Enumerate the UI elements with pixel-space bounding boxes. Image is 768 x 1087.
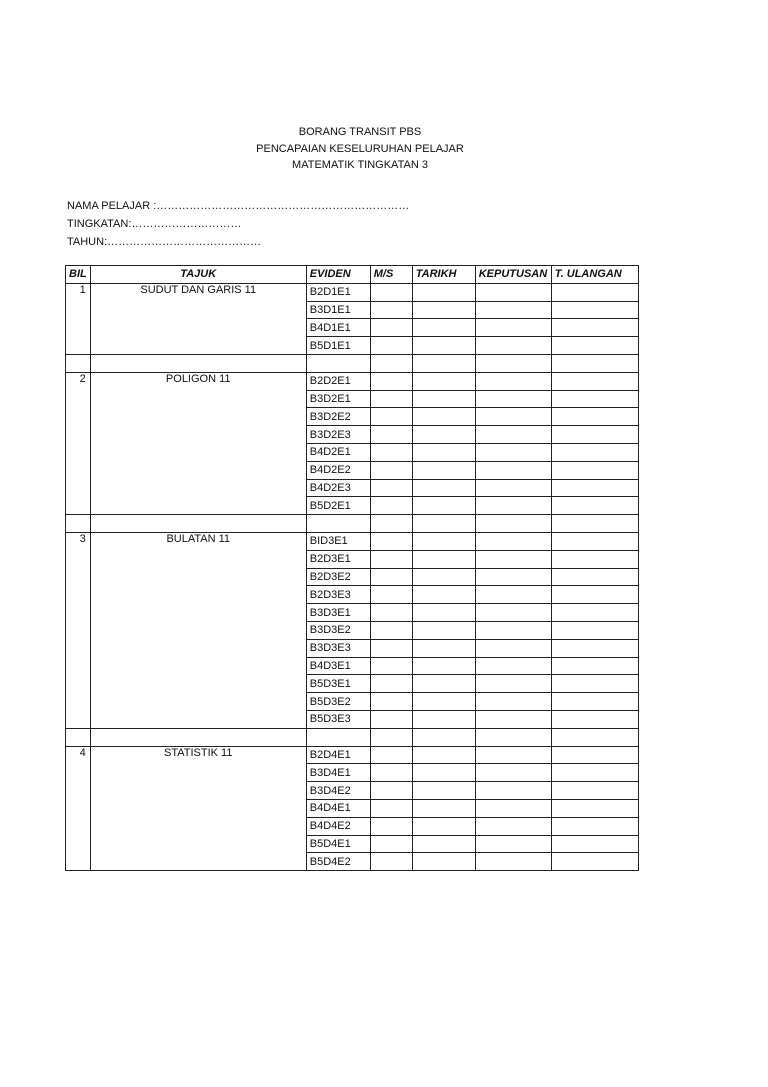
eviden-cell: B3D3E2: [306, 621, 370, 639]
t-ulangan-cell[interactable]: [551, 693, 638, 711]
tarikh-cell[interactable]: [412, 426, 475, 444]
tarikh-cell[interactable]: [412, 301, 475, 319]
keputusan-cell[interactable]: [475, 390, 551, 408]
eviden-cell: B2D3E2: [306, 568, 370, 586]
eviden-cell: B5D2E1: [306, 497, 370, 515]
ms-cell[interactable]: [370, 799, 412, 817]
ms-cell[interactable]: [370, 550, 412, 568]
ms-cell[interactable]: [370, 621, 412, 639]
keputusan-cell[interactable]: [475, 586, 551, 604]
keputusan-cell[interactable]: [475, 497, 551, 515]
keputusan-cell[interactable]: [475, 817, 551, 835]
eviden-cell: B3D2E1: [306, 390, 370, 408]
t-ulangan-cell[interactable]: [551, 301, 638, 319]
t-ulangan-cell[interactable]: [551, 319, 638, 337]
empty-cell: [370, 515, 412, 533]
eviden-cell: B3D3E3: [306, 639, 370, 657]
tarikh-cell[interactable]: [412, 604, 475, 622]
keputusan-cell[interactable]: [475, 604, 551, 622]
keputusan-cell[interactable]: [475, 301, 551, 319]
eviden-cell: B5D4E1: [306, 835, 370, 853]
t-ulangan-cell[interactable]: [551, 782, 638, 800]
t-ulangan-cell[interactable]: [551, 479, 638, 497]
column-header: T. ULANGAN: [551, 266, 638, 284]
eviden-cell: B5D3E2: [306, 693, 370, 711]
tajuk-cell: POLIGON 11: [90, 372, 306, 514]
tarikh-cell[interactable]: [412, 372, 475, 390]
keputusan-cell[interactable]: [475, 283, 551, 301]
separator-row: [66, 728, 639, 746]
t-ulangan-cell[interactable]: [551, 835, 638, 853]
ms-cell[interactable]: [370, 657, 412, 675]
evidence-table: [65, 265, 639, 871]
table-row: [66, 283, 639, 301]
keputusan-cell[interactable]: [475, 693, 551, 711]
tajuk-cell: BULATAN 11: [90, 532, 306, 728]
eviden-cell: B4D4E1: [306, 799, 370, 817]
empty-cell: [475, 354, 551, 372]
student-info: [67, 197, 409, 251]
empty-cell: [66, 728, 91, 746]
tarikh-cell[interactable]: [412, 639, 475, 657]
eviden-cell: B4D3E1: [306, 657, 370, 675]
ms-cell[interactable]: [370, 782, 412, 800]
keputusan-cell[interactable]: [475, 426, 551, 444]
empty-cell: [412, 354, 475, 372]
ms-cell[interactable]: [370, 283, 412, 301]
empty-cell: [66, 515, 91, 533]
eviden-cell: B3D4E2: [306, 782, 370, 800]
t-ulangan-cell[interactable]: [551, 461, 638, 479]
empty-cell: [551, 354, 638, 372]
keputusan-cell[interactable]: [475, 479, 551, 497]
keputusan-cell[interactable]: [475, 319, 551, 337]
t-ulangan-cell[interactable]: [551, 675, 638, 693]
ms-cell[interactable]: [370, 426, 412, 444]
ms-cell[interactable]: [370, 764, 412, 782]
table-row: [66, 532, 639, 550]
column-header: EVIDEN: [306, 266, 370, 284]
empty-cell: [306, 515, 370, 533]
tarikh-cell[interactable]: [412, 853, 475, 871]
column-header: TARIKH: [412, 266, 475, 284]
tarikh-cell[interactable]: [412, 550, 475, 568]
eviden-cell: BID3E1: [306, 532, 370, 550]
tarikh-cell[interactable]: [412, 568, 475, 586]
empty-cell: [306, 728, 370, 746]
keputusan-cell[interactable]: [475, 853, 551, 871]
tarikh-cell[interactable]: [412, 799, 475, 817]
t-ulangan-cell[interactable]: [551, 817, 638, 835]
tarikh-cell[interactable]: [412, 497, 475, 515]
tarikh-cell[interactable]: [412, 479, 475, 497]
form-subject: MATEMATIK TINGKATAN 3: [292, 159, 428, 171]
tarikh-cell[interactable]: [412, 675, 475, 693]
tarikh-cell[interactable]: [412, 693, 475, 711]
eviden-cell: B3D4E1: [306, 764, 370, 782]
ms-cell[interactable]: [370, 443, 412, 461]
t-ulangan-cell[interactable]: [551, 853, 638, 871]
t-ulangan-cell[interactable]: [551, 586, 638, 604]
tarikh-cell[interactable]: [412, 817, 475, 835]
tarikh-cell[interactable]: [412, 532, 475, 550]
eviden-cell: B2D3E3: [306, 586, 370, 604]
ms-cell[interactable]: [370, 639, 412, 657]
ms-cell[interactable]: [370, 390, 412, 408]
eviden-cell: B4D4E2: [306, 817, 370, 835]
eviden-cell: B5D1E1: [306, 337, 370, 355]
form-title: BORANG TRANSIT PBS: [298, 126, 422, 138]
eviden-cell: B5D3E3: [306, 710, 370, 728]
tarikh-cell[interactable]: [412, 746, 475, 764]
keputusan-cell[interactable]: [475, 657, 551, 675]
eviden-cell: B3D1E1: [306, 301, 370, 319]
t-ulangan-cell[interactable]: [551, 657, 638, 675]
ms-cell[interactable]: [370, 693, 412, 711]
empty-cell: [412, 728, 475, 746]
keputusan-cell[interactable]: [475, 550, 551, 568]
eviden-cell: B2D3E1: [306, 550, 370, 568]
ms-cell[interactable]: [370, 710, 412, 728]
keputusan-cell[interactable]: [475, 337, 551, 355]
tajuk-cell: STATISTIK 11: [90, 746, 306, 871]
empty-cell: [306, 354, 370, 372]
tarikh-cell[interactable]: [412, 764, 475, 782]
column-header: TAJUK: [90, 266, 306, 284]
tarikh-cell[interactable]: [412, 835, 475, 853]
keputusan-cell[interactable]: [475, 782, 551, 800]
empty-cell: [551, 728, 638, 746]
keputusan-cell[interactable]: [475, 835, 551, 853]
keputusan-cell[interactable]: [475, 639, 551, 657]
eviden-cell: B3D2E2: [306, 408, 370, 426]
ms-cell[interactable]: [370, 479, 412, 497]
tarikh-cell[interactable]: [412, 319, 475, 337]
table-row: [66, 746, 639, 764]
keputusan-cell[interactable]: [475, 710, 551, 728]
ms-cell[interactable]: [370, 461, 412, 479]
t-ulangan-cell[interactable]: [551, 443, 638, 461]
tarikh-cell[interactable]: [412, 621, 475, 639]
ms-cell[interactable]: [370, 372, 412, 390]
column-header: M/S: [370, 266, 412, 284]
empty-cell: [66, 354, 91, 372]
eviden-cell: B4D2E3: [306, 479, 370, 497]
keputusan-cell[interactable]: [475, 443, 551, 461]
ms-cell[interactable]: [370, 319, 412, 337]
form-subtitle: PENCAPAIAN KESELURUHAN PELAJAR: [256, 142, 464, 155]
keputusan-cell[interactable]: [475, 568, 551, 586]
t-ulangan-cell[interactable]: [551, 710, 638, 728]
form-level-field[interactable]: TINGKATAN:…………………………: [67, 218, 242, 230]
keputusan-cell[interactable]: [475, 764, 551, 782]
ms-cell[interactable]: [370, 746, 412, 764]
empty-cell: [90, 354, 306, 372]
tarikh-cell[interactable]: [412, 710, 475, 728]
empty-cell: [475, 515, 551, 533]
empty-cell: [90, 728, 306, 746]
keputusan-cell[interactable]: [475, 675, 551, 693]
ms-cell[interactable]: [370, 604, 412, 622]
keputusan-cell[interactable]: [475, 746, 551, 764]
keputusan-cell[interactable]: [475, 799, 551, 817]
t-ulangan-cell[interactable]: [551, 621, 638, 639]
tarikh-cell[interactable]: [412, 408, 475, 426]
separator-row: [66, 354, 639, 372]
keputusan-cell[interactable]: [475, 461, 551, 479]
tarikh-cell[interactable]: [412, 443, 475, 461]
ms-cell[interactable]: [370, 675, 412, 693]
eviden-cell: B5D3E1: [306, 675, 370, 693]
t-ulangan-cell[interactable]: [551, 390, 638, 408]
keputusan-cell[interactable]: [475, 372, 551, 390]
table-row: [66, 372, 639, 390]
t-ulangan-cell[interactable]: [551, 426, 638, 444]
empty-cell: [90, 515, 306, 533]
ms-cell[interactable]: [370, 835, 412, 853]
ms-cell[interactable]: [370, 301, 412, 319]
empty-cell: [412, 515, 475, 533]
t-ulangan-cell[interactable]: [551, 746, 638, 764]
keputusan-cell[interactable]: [475, 532, 551, 550]
tajuk-cell: SUDUT DAN GARIS 11: [90, 283, 306, 354]
tarikh-cell[interactable]: [412, 390, 475, 408]
ms-cell[interactable]: [370, 337, 412, 355]
t-ulangan-cell[interactable]: [551, 337, 638, 355]
eviden-cell: B3D3E1: [306, 604, 370, 622]
ms-cell[interactable]: [370, 853, 412, 871]
bil-cell: 3: [66, 532, 91, 728]
column-header: BIL: [66, 266, 91, 284]
table-header-row: [66, 266, 639, 284]
ms-cell[interactable]: [370, 532, 412, 550]
eviden-cell: B5D4E2: [306, 853, 370, 871]
separator-row: [66, 515, 639, 533]
bil-cell: 4: [66, 746, 91, 871]
t-ulangan-cell[interactable]: [551, 532, 638, 550]
t-ulangan-cell[interactable]: [551, 497, 638, 515]
eviden-cell: B2D2E1: [306, 372, 370, 390]
keputusan-cell[interactable]: [475, 621, 551, 639]
tarikh-cell[interactable]: [412, 657, 475, 675]
eviden-cell: B3D2E3: [306, 426, 370, 444]
form-titles: [0, 124, 720, 174]
t-ulangan-cell[interactable]: [551, 764, 638, 782]
bil-cell: 2: [66, 372, 91, 514]
tarikh-cell[interactable]: [412, 782, 475, 800]
empty-cell: [370, 354, 412, 372]
bil-cell: 1: [66, 283, 91, 354]
ms-cell[interactable]: [370, 408, 412, 426]
eviden-cell: B4D2E1: [306, 443, 370, 461]
tarikh-cell[interactable]: [412, 461, 475, 479]
keputusan-cell[interactable]: [475, 408, 551, 426]
t-ulangan-cell[interactable]: [551, 408, 638, 426]
eviden-cell: B2D4E1: [306, 746, 370, 764]
empty-cell: [370, 728, 412, 746]
eviden-cell: B4D2E2: [306, 461, 370, 479]
t-ulangan-cell[interactable]: [551, 372, 638, 390]
student-name-field[interactable]: NAMA PELAJAR :……………………………………………………………: [67, 200, 410, 212]
ms-cell[interactable]: [370, 568, 412, 586]
t-ulangan-cell[interactable]: [551, 283, 638, 301]
t-ulangan-cell[interactable]: [551, 568, 638, 586]
t-ulangan-cell[interactable]: [551, 550, 638, 568]
t-ulangan-cell[interactable]: [551, 799, 638, 817]
empty-cell: [475, 728, 551, 746]
ms-cell[interactable]: [370, 497, 412, 515]
eviden-cell: B2D1E1: [306, 283, 370, 301]
ms-cell[interactable]: [370, 817, 412, 835]
column-header: KEPUTUSAN: [475, 266, 551, 284]
year-field[interactable]: TAHUN:……………………………………: [67, 236, 262, 248]
ms-cell[interactable]: [370, 586, 412, 604]
tarikh-cell[interactable]: [412, 586, 475, 604]
empty-cell: [551, 515, 638, 533]
tarikh-cell[interactable]: [412, 283, 475, 301]
tarikh-cell[interactable]: [412, 337, 475, 355]
t-ulangan-cell[interactable]: [551, 639, 638, 657]
t-ulangan-cell[interactable]: [551, 604, 638, 622]
eviden-cell: B4D1E1: [306, 319, 370, 337]
